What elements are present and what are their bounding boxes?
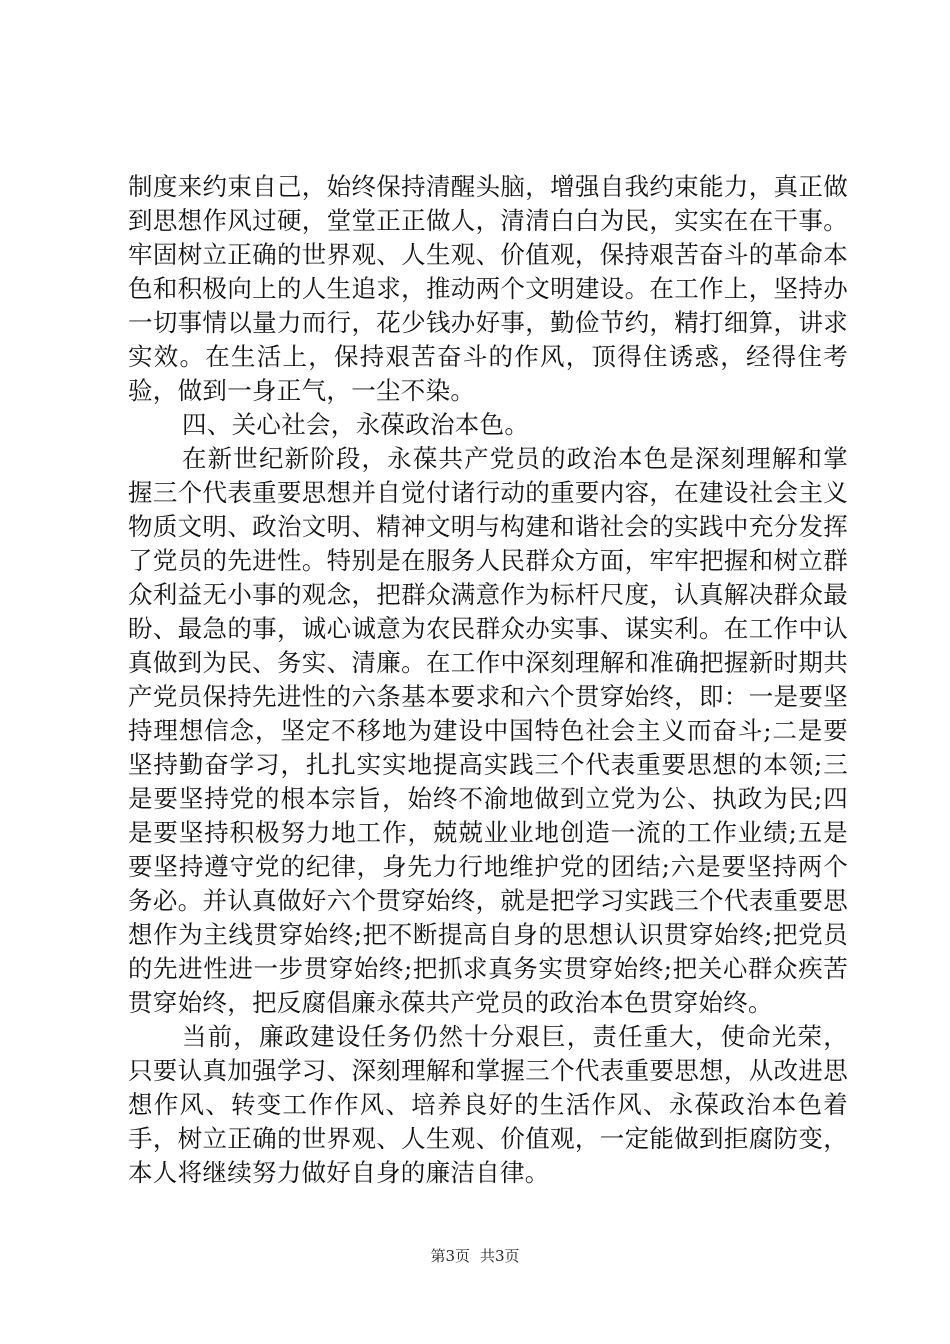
- paragraph-conclusion: 当前，廉政建设任务仍然十分艰巨，责任重大，使命光荣，只要认真加强学习、深刻理解和掌握三个代表重要思想，从改进思想作风、转变工作作风、培养良好的生活作风、永葆政治本色着手，树立正确的世界观、人生观、价值观，一定能做到拒腐防变，本人将继续努力做好自身的廉洁自律。: [128, 1022, 848, 1187]
- page-footer: [0, 1246, 950, 1266]
- paragraph-political-nature: 在新世纪新阶段，永葆共产党员的政治本色是深刻理解和掌握三个代表重要思想并自觉付诸行动的重要内容，在建设社会主义物质文明、政治文明、精神文明与构建和谐社会的实践中充分发挥了党员的先进性。特别是在服务人民群众方面，牢牢把握和树立群众利益无小事的观念，把群众满意作为标杆尺度，认真解决群众最盼、最急的事，诚心诚意为农民群众办实事、谋实利。在工作中认真做到为民、务实、清廉。在工作中深刻理解和准确把握新时期共产党员保持先进性的六条基本要求和六个贯穿始终，即：一是要坚持理想信念，坚定不移地为建设中国特色社会主义而奋斗;二是要坚持勤奋学习，扎扎实实地提高实践三个代表重要思想的本领;三是要坚持党的根本宗旨，始终不渝地做到立党为公、执政为民;四是要坚持积极努力地工作，兢兢业业地创造一流的工作业绩;五是要坚持遵守党的纪律，身先力行地维护党的团结;六是要坚持两个务必。并认真做好六个贯穿始终，就是把学习实践三个代表重要思想作为主线贯穿始终;把不断提高自身的思想认识贯穿始终;把党员的先进性进一步贯穿始终;把抓求真务实贯穿始终;把关心群众疾苦贯穿始终，把反腐倡廉永葆共产党员的政治本色贯穿始终。: [128, 444, 848, 1017]
- paragraph-continuation: 制度来约束自己，始终保持清醒头脑，增强自我约束能力，真正做到思想作风过硬，堂堂正正做人，清清白白为民，实实在在干事。牢固树立正确的世界观、人生观、价值观，保持艰苦奋斗的革命本色和积极向上的人生追求，推动两个文明建设。在工作上，坚持办一切事情以量力而行，花少钱办好事，勤俭节约，精打细算，讲求实效。在生活上，保持艰苦奋斗的作风，顶得住诱惑，经得住考验，做到一身正气，一尘不染。: [128, 172, 848, 405]
- document-body: [128, 170, 848, 1190]
- page-number: 第3页: [430, 1247, 470, 1265]
- page-total: 共3页: [480, 1247, 520, 1265]
- section-heading: 四、关心社会，永葆政治本色。: [182, 410, 530, 439]
